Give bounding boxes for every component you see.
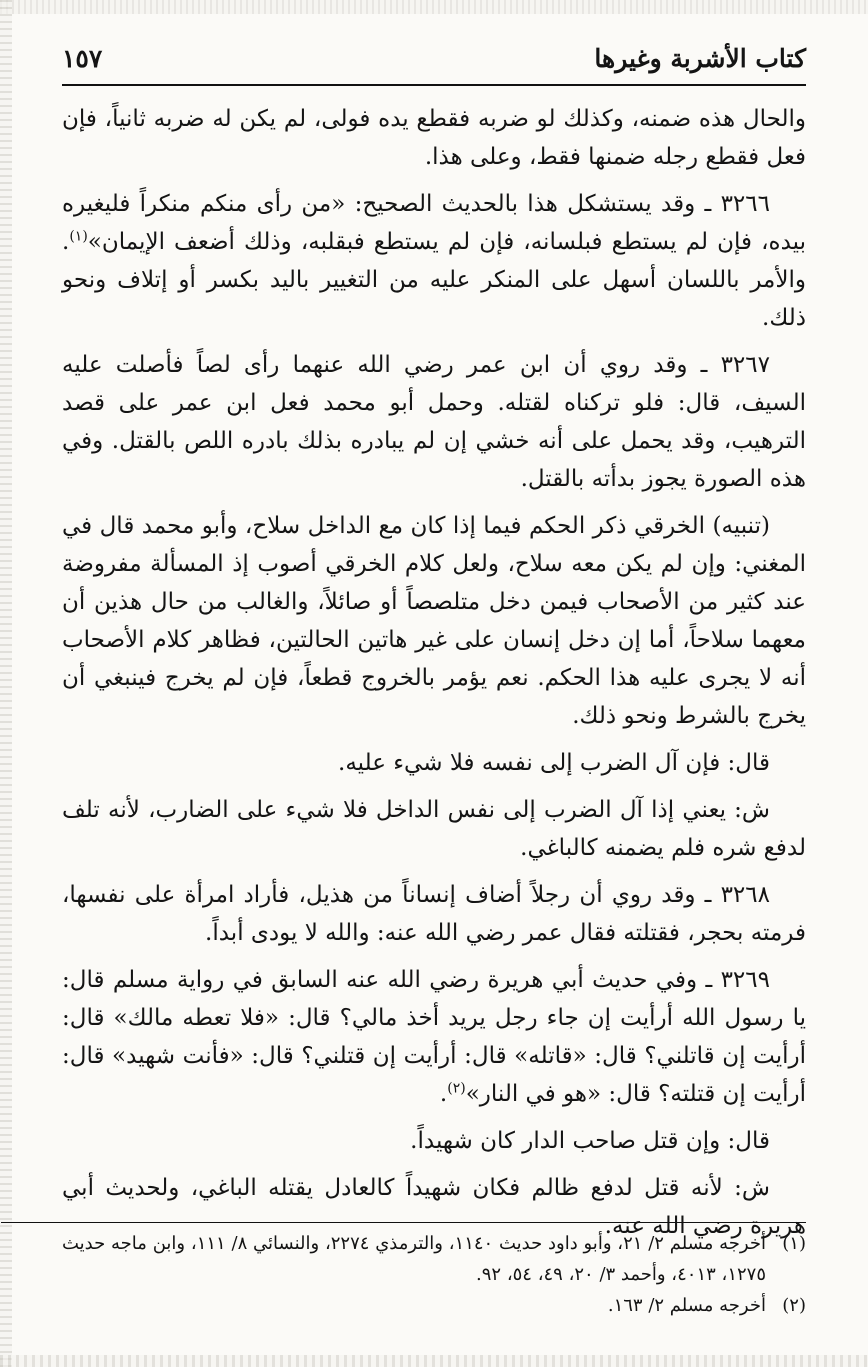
page-edge-left: [0, 0, 12, 1367]
footnote-mark-2: (٢): [447, 1080, 466, 1097]
paragraph-3269: [62, 961, 806, 1113]
paragraph-3266: [62, 185, 806, 337]
paragraph-sharh-1: ش: يعني إذا آل الضرب إلى نفس الداخل فلا شيء على الضارب، لأنه تلف لدفع شره فلم يضمنه كالباغي.: [62, 797, 806, 861]
paragraph-3269-tail: .: [439, 1081, 448, 1107]
footnote-1-number: (١): [782, 1233, 806, 1254]
paragraph-qala-1: قال: فإن آل الضرب إلى نفسه فلا شيء عليه.: [338, 750, 770, 776]
footnote-mark-1: (١): [69, 228, 88, 245]
page-edge-top: [0, 0, 868, 14]
paragraph-3266-tail: . والأمر باللسان أسهل على المنكر عليه من التغيير باليد بكسر أو إتلاف ونحو ذلك.: [62, 229, 806, 331]
paragraph-qala-2: قال: وإن قتل صاحب الدار كان شهيداً.: [410, 1128, 770, 1154]
paragraph-3268: ٣٢٦٨ ـ وقد روي أن رجلاً أضاف إنساناً من هذيل، فأراد امرأة على نفسها، فرمته بحجر، فقتلته فقال عمر رضي الله عنه: والله لا يودى أبداً.: [62, 882, 806, 946]
paragraph-continuation: والحال هذه ضمنه، وكذلك لو ضربه فقطع يده فولى، لم يكن له ضربه ثانياً، فإن فعل فقطع رجله ضمنها فقط، وعلى هذا.: [62, 106, 806, 170]
paragraph-3266-text: ٣٢٦٦ ـ وقد يستشكل هذا بالحديث الصحيح: «من رأى منكم منكراً فليغيره بيده، فإن لم يستطع فبلسانه، فإن لم يستطع فبقلبه، وذلك أضعف الإيمان»: [62, 191, 806, 255]
footnote-1: [62, 1228, 806, 1290]
paragraph-sharh-2: ش: لأنه قتل لدفع ظالم فكان شهيداً كالعادل يقتله الباغي، ولحديث أبي هريرة رضي الله عنه.: [62, 1175, 806, 1239]
page-edge-bottom: [0, 1355, 868, 1367]
footnote-1-text: أخرجه مسلم ٢/ ٢١، وأبو داود حديث ١١٤٠، والترمذي ٢٢٧٤، والنسائي ٨/ ١١١، وابن ماجه حديث ١٢٧٥، ٤٠١٣، وأحمد ٣/ ٢٠، ٤٩، ٥٤، ٩٢.: [62, 1233, 766, 1285]
running-title: كتاب الأشربة وغيرها: [594, 44, 806, 73]
paragraph-note: (تنبيه) الخرقي ذكر الحكم فيما إذا كان مع الداخل سلاح، وأبو محمد قال في المغني: وإن لم يكن معه سلاح، ولعل كلام الخرقي أصوب إذ المسألة مفروضة عند كثير من الأصحاب فيمن دخل متلصصاً أو صائلاً، والغالب من حال هذين أن معهما سلاحاً، أما إن دخل إنسان على غير هاتين الحالتين، فظاهر كلام الأصحاب أنه لا يجرى عليه هذا الحكم. نعم يؤمر بالخروج قطعاً، فإن لم يخرج فينبغي أن يخرج بالشرط ونحو ذلك.: [62, 513, 806, 729]
paragraph-3267: ٣٢٦٧ ـ وقد روي أن ابن عمر رضي الله عنهما رأى لصاً فأصلت عليه السيف، قال: فلو تركناه لقتله. وحمل أبو محمد فعل ابن عمر على قصد الترهيب، وقد يحمل على أنه خشي إن لم يبادره بذلك بادره اللص بالقتل. وفي هذه الصورة يجوز بدأته بالقتل.: [62, 352, 806, 492]
page-header: [62, 40, 806, 86]
footnote-2-text: أخرجه مسلم ٢/ ١٦٣.: [607, 1295, 766, 1316]
main-text: [62, 100, 806, 1254]
footnotes: [62, 1228, 806, 1321]
footnote-2: [62, 1290, 806, 1321]
footnote-separator: [1, 1222, 806, 1223]
footnote-2-number: (٢): [782, 1295, 806, 1316]
page-number: ١٥٧: [62, 44, 103, 73]
paragraph-3269-text: ٣٢٦٩ ـ وفي حديث أبي هريرة رضي الله عنه السابق في رواية مسلم قال: يا رسول الله أرأيت إن جاء رجل يريد أخذ مالي؟ قال: «فلا تعطه مالك» قال: أرأيت إن قاتلني؟ قال: «قاتله» قال: أرأيت إن قتلني؟ قال: «فأنت شهيد» قال: أرأيت إن قتلته؟ قال: «هو في النار»: [62, 967, 806, 1107]
